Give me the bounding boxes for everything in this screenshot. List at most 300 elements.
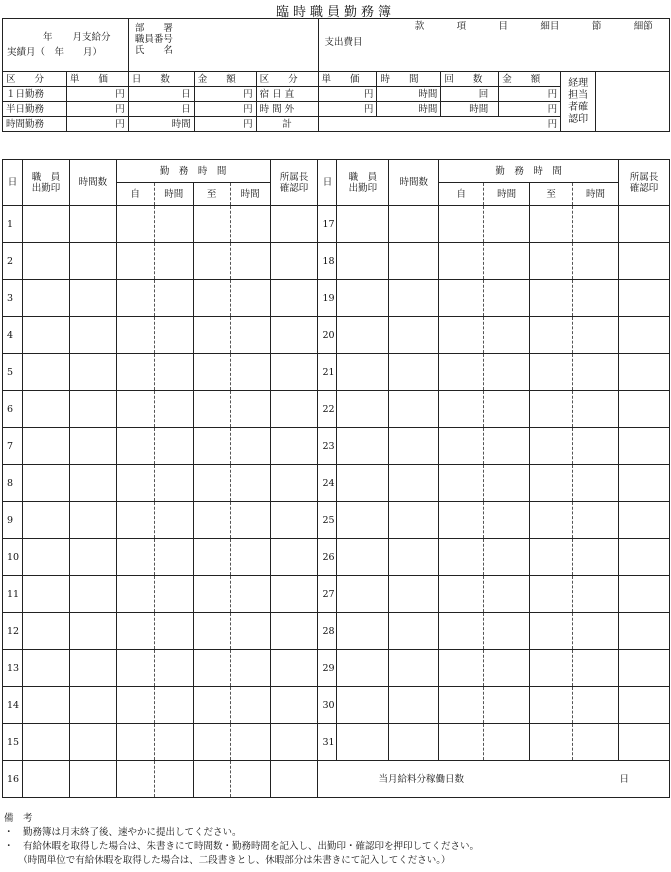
to-cell[interactable] (193, 391, 230, 428)
to-cell[interactable] (193, 613, 230, 650)
hours-cell[interactable] (389, 317, 439, 354)
day-number: 16 (3, 761, 23, 798)
from-time-cell[interactable] (154, 724, 193, 761)
to-cell[interactable] (530, 428, 573, 465)
from-time-cell[interactable] (154, 428, 193, 465)
to-time-cell[interactable] (230, 576, 270, 613)
head-stamp-cell[interactable] (270, 465, 318, 502)
from-time-cell[interactable] (484, 206, 530, 243)
unit-cell[interactable]: 円 (66, 117, 128, 132)
from-cell[interactable] (439, 465, 484, 502)
to-cell[interactable] (193, 428, 230, 465)
staff-stamp-cell[interactable] (22, 354, 69, 391)
to-cell[interactable] (193, 206, 230, 243)
summary-table (2, 18, 670, 132)
from-cell[interactable] (116, 687, 154, 724)
to-time-cell[interactable] (230, 391, 270, 428)
staff-stamp-cell[interactable] (22, 243, 69, 280)
day-number: 18 (318, 243, 337, 280)
to-header: 至 (193, 183, 230, 206)
day-number: 13 (3, 650, 23, 687)
day-number: 29 (318, 650, 337, 687)
from-time-cell[interactable] (154, 280, 193, 317)
staff-stamp-cell[interactable] (22, 465, 69, 502)
staff-stamp-cell[interactable] (337, 613, 389, 650)
from-time-cell[interactable] (484, 650, 530, 687)
table-row (3, 576, 670, 613)
from-cell[interactable] (116, 650, 154, 687)
head-stamp-cell[interactable] (270, 687, 318, 724)
budget-heading-row (318, 19, 669, 34)
hours-cell[interactable] (389, 354, 439, 391)
day-number: 31 (318, 724, 337, 761)
staff-stamp-cell[interactable] (337, 317, 389, 354)
staff-stamp-cell[interactable] (22, 576, 69, 613)
working-days-label: 当月給料分稼働日数 (378, 773, 464, 785)
hours-header: 時間数 (69, 160, 116, 206)
from-cell[interactable] (439, 650, 484, 687)
to-cell[interactable] (193, 465, 230, 502)
hours-cell[interactable] (389, 650, 439, 687)
staff-stamp-cell[interactable] (337, 724, 389, 761)
year-label: 年 (43, 32, 53, 43)
day-number: 12 (3, 613, 23, 650)
head-stamp-cell[interactable] (618, 465, 669, 502)
amount-cell[interactable]: 円 (194, 117, 256, 132)
from-cell[interactable] (439, 539, 484, 576)
day-number: 10 (3, 539, 23, 576)
hours-cell[interactable] (69, 761, 116, 798)
amount-cell[interactable]: 円 (499, 87, 561, 102)
hours-cell[interactable] (389, 465, 439, 502)
from-time-cell[interactable] (154, 354, 193, 391)
hours-cell[interactable] (389, 243, 439, 280)
from-time-cell[interactable] (484, 576, 530, 613)
head-stamp-cell[interactable] (618, 650, 669, 687)
table-row (3, 428, 670, 465)
to-cell[interactable] (193, 280, 230, 317)
to-cell[interactable] (193, 724, 230, 761)
approver-stamp-area[interactable] (596, 72, 670, 132)
to-cell[interactable] (193, 576, 230, 613)
attendance-grid (2, 159, 670, 798)
staff-stamp-cell[interactable] (337, 391, 389, 428)
hours-cell[interactable] (389, 687, 439, 724)
staff-stamp-header: 職 員 出勤印 (22, 160, 69, 206)
head-stamp-cell[interactable] (270, 354, 318, 391)
work-time-header: 勤 務 時 間 (116, 160, 270, 183)
to-cell[interactable] (193, 539, 230, 576)
summary-header: 区 分 (3, 72, 67, 87)
to-cell[interactable] (193, 354, 230, 391)
to-time-cell[interactable] (230, 613, 270, 650)
hours-cell[interactable] (69, 613, 116, 650)
to-time-cell[interactable] (230, 428, 270, 465)
count-cell[interactable]: 日 (128, 87, 194, 102)
from-time-cell[interactable] (484, 317, 530, 354)
staff-stamp-cell[interactable] (22, 650, 69, 687)
hours-cell[interactable] (389, 502, 439, 539)
to-cell[interactable] (530, 206, 573, 243)
from-time-cell[interactable] (154, 539, 193, 576)
to-cell[interactable] (530, 576, 573, 613)
from-cell[interactable] (439, 502, 484, 539)
head-stamp-cell[interactable] (270, 280, 318, 317)
staff-stamp-cell[interactable] (337, 650, 389, 687)
staff-stamp-cell[interactable] (337, 576, 389, 613)
to-cell[interactable] (193, 502, 230, 539)
head-stamp-cell[interactable] (270, 613, 318, 650)
to-time-cell[interactable] (573, 317, 619, 354)
actual-month-label: 実績月（ 年 月） (7, 47, 103, 58)
to-cell[interactable] (193, 650, 230, 687)
times-cell[interactable]: 時間 (441, 102, 499, 117)
from-cell[interactable] (439, 317, 484, 354)
staff-stamp-cell[interactable] (337, 243, 389, 280)
day-number: 21 (318, 354, 337, 391)
head-stamp-cell[interactable] (618, 502, 669, 539)
staff-stamp-cell[interactable] (22, 761, 69, 798)
from-time-cell[interactable] (154, 206, 193, 243)
approver-label: 経理担当者確認印 (568, 77, 589, 125)
to-time-cell[interactable] (573, 428, 619, 465)
hours-cell[interactable] (389, 539, 439, 576)
hours-cell[interactable] (69, 539, 116, 576)
day-number: 28 (318, 613, 337, 650)
document-title: 臨時職員勤務簿 (275, 5, 395, 20)
to-cell[interactable] (193, 687, 230, 724)
time-cell[interactable]: 時間 (377, 87, 441, 102)
to-cell[interactable] (193, 761, 230, 798)
table-row (3, 243, 670, 280)
from-cell[interactable] (116, 539, 154, 576)
day-number: 2 (3, 243, 23, 280)
from-time-cell[interactable] (484, 465, 530, 502)
from-cell[interactable] (116, 354, 154, 391)
from-time-cell[interactable] (484, 243, 530, 280)
count-cell[interactable]: 日 (128, 102, 194, 117)
staff-stamp-cell[interactable] (337, 465, 389, 502)
head-stamp-cell[interactable] (270, 428, 318, 465)
expense-item-label: 支出費目 (324, 37, 363, 48)
to-cell[interactable] (530, 650, 573, 687)
hours-cell[interactable] (389, 576, 439, 613)
to-time-cell[interactable] (230, 724, 270, 761)
day-number: 8 (3, 465, 23, 502)
head-stamp-header: 所属長 確認印 (270, 160, 318, 206)
head-stamp-cell[interactable] (270, 761, 318, 798)
from-time-cell[interactable] (154, 687, 193, 724)
from-time-cell[interactable] (154, 243, 193, 280)
to-cell[interactable] (530, 317, 573, 354)
hours-cell[interactable] (69, 502, 116, 539)
from-header: 自 (439, 183, 484, 206)
summary-header: 金 額 (194, 72, 256, 87)
hours-cell[interactable] (389, 206, 439, 243)
from-cell[interactable] (116, 724, 154, 761)
head-stamp-cell[interactable] (270, 539, 318, 576)
to-time-cell[interactable] (573, 650, 619, 687)
to-time-cell[interactable] (573, 724, 619, 761)
staff-stamp-cell[interactable] (337, 206, 389, 243)
from-cell[interactable] (439, 354, 484, 391)
staff-stamp-cell[interactable] (22, 428, 69, 465)
head-stamp-cell[interactable] (270, 391, 318, 428)
head-stamp-cell[interactable] (618, 280, 669, 317)
head-stamp-cell[interactable] (618, 354, 669, 391)
to-time-cell[interactable] (573, 576, 619, 613)
hours-cell[interactable] (69, 650, 116, 687)
to-cell[interactable] (530, 280, 573, 317)
row-label: 時間勤務 (3, 117, 67, 132)
unit-cell[interactable]: 円 (66, 87, 128, 102)
head-stamp-cell[interactable] (270, 317, 318, 354)
from-cell[interactable] (116, 317, 154, 354)
from-cell[interactable] (116, 243, 154, 280)
from-cell[interactable] (116, 613, 154, 650)
from-time-cell[interactable] (484, 539, 530, 576)
from-time-cell[interactable] (484, 613, 530, 650)
to-time-cell[interactable] (573, 354, 619, 391)
times-cell[interactable]: 回 (441, 87, 499, 102)
head-stamp-cell[interactable] (270, 206, 318, 243)
from-time-cell[interactable] (484, 724, 530, 761)
summary-header: 回 数 (441, 72, 499, 87)
from-time-cell[interactable] (154, 650, 193, 687)
from-time-cell[interactable] (154, 391, 193, 428)
head-stamp-cell[interactable] (618, 317, 669, 354)
from-time-cell[interactable] (154, 317, 193, 354)
hours-cell[interactable] (69, 243, 116, 280)
from-cell[interactable] (439, 613, 484, 650)
unit-cell[interactable]: 円 (66, 102, 128, 117)
from-cell[interactable] (439, 206, 484, 243)
from-time-cell[interactable] (484, 391, 530, 428)
hours-cell[interactable] (69, 428, 116, 465)
to-cell[interactable] (193, 243, 230, 280)
to-time-cell[interactable] (230, 206, 270, 243)
time-cell[interactable]: 時間 (377, 102, 441, 117)
to-cell[interactable] (530, 724, 573, 761)
budget-col: 項 (456, 20, 467, 32)
to-cell[interactable] (530, 539, 573, 576)
staff-stamp-cell[interactable] (22, 502, 69, 539)
head-stamp-cell[interactable] (270, 576, 318, 613)
from-time-cell[interactable] (484, 280, 530, 317)
table-row (3, 724, 670, 761)
from-time-cell[interactable] (154, 576, 193, 613)
working-days-cell[interactable] (318, 761, 670, 798)
to-time-cell[interactable] (573, 687, 619, 724)
hours-cell[interactable] (389, 724, 439, 761)
amount-cell[interactable]: 円 (499, 102, 561, 117)
hours-cell[interactable] (389, 391, 439, 428)
staff-stamp-cell[interactable] (22, 206, 69, 243)
head-stamp-cell[interactable] (270, 650, 318, 687)
staff-stamp-cell[interactable] (22, 687, 69, 724)
to-time-cell[interactable] (230, 502, 270, 539)
summary-header: 金 額 (499, 72, 561, 87)
staff-stamp-cell[interactable] (337, 354, 389, 391)
hours-cell[interactable] (69, 354, 116, 391)
hours-cell[interactable] (389, 280, 439, 317)
head-stamp-cell[interactable] (618, 206, 669, 243)
hours-cell[interactable] (69, 724, 116, 761)
to-time-cell[interactable] (573, 465, 619, 502)
from-cell[interactable] (439, 243, 484, 280)
staff-stamp-cell[interactable] (337, 280, 389, 317)
to-time-cell[interactable] (230, 354, 270, 391)
to-time-cell[interactable] (573, 391, 619, 428)
head-stamp-cell[interactable] (270, 502, 318, 539)
summary-header: 日 数 (128, 72, 194, 87)
from-cell[interactable] (116, 576, 154, 613)
row-label: １日勤務 (3, 87, 67, 102)
table-row (3, 206, 670, 243)
from-time-cell[interactable] (154, 465, 193, 502)
from-cell[interactable] (439, 724, 484, 761)
hours-cell[interactable] (389, 428, 439, 465)
to-time-cell[interactable] (573, 539, 619, 576)
day-header: 日 (3, 160, 23, 206)
hours-cell[interactable] (69, 687, 116, 724)
from-cell[interactable] (439, 280, 484, 317)
table-row (3, 354, 670, 391)
from-cell[interactable] (116, 206, 154, 243)
hours-cell[interactable] (69, 317, 116, 354)
to-time-cell[interactable] (230, 317, 270, 354)
hours-cell[interactable] (69, 465, 116, 502)
work-time-header: 勤 務 時 間 (439, 160, 619, 183)
staff-stamp-cell[interactable] (22, 724, 69, 761)
staff-no-label: 職員番号 (134, 34, 173, 45)
row-label: 時 間 外 (256, 102, 318, 117)
hours-cell[interactable] (389, 613, 439, 650)
from-time-cell[interactable] (154, 761, 193, 798)
count-cell[interactable]: 時間 (128, 117, 194, 132)
head-stamp-cell[interactable] (270, 724, 318, 761)
from-cell[interactable] (116, 391, 154, 428)
head-stamp-cell[interactable] (618, 724, 669, 761)
hours-cell[interactable] (69, 280, 116, 317)
hours-cell[interactable] (69, 576, 116, 613)
from-cell[interactable] (439, 687, 484, 724)
staff-stamp-header: 職 員 出勤印 (337, 160, 389, 206)
from-cell[interactable] (116, 280, 154, 317)
to-time-cell[interactable] (230, 465, 270, 502)
to-time-cell[interactable] (230, 650, 270, 687)
unit-cell[interactable]: 円 (318, 102, 377, 117)
from-cell[interactable] (439, 391, 484, 428)
to-cell[interactable] (530, 354, 573, 391)
to-cell[interactable] (530, 391, 573, 428)
to-time-cell[interactable] (230, 280, 270, 317)
total-amount-cell[interactable]: 円 (318, 117, 561, 132)
to-time-cell[interactable] (230, 539, 270, 576)
to-time-cell[interactable] (230, 687, 270, 724)
from-cell[interactable] (116, 502, 154, 539)
head-stamp-header: 所属長 確認印 (618, 160, 669, 206)
from-time-cell[interactable] (154, 613, 193, 650)
staff-stamp-cell[interactable] (337, 502, 389, 539)
to-time-cell[interactable] (573, 206, 619, 243)
approver-cell (561, 72, 596, 132)
hours-cell[interactable] (69, 206, 116, 243)
head-stamp-cell[interactable] (618, 687, 669, 724)
table-row (3, 465, 670, 502)
staff-stamp-cell[interactable] (22, 539, 69, 576)
day-number: 17 (318, 206, 337, 243)
from-cell[interactable] (116, 761, 154, 798)
head-stamp-cell[interactable] (618, 391, 669, 428)
to-cell[interactable] (530, 243, 573, 280)
to-time-cell[interactable] (573, 243, 619, 280)
to-time-cell[interactable] (573, 613, 619, 650)
day-number: 19 (318, 280, 337, 317)
head-stamp-cell[interactable] (618, 576, 669, 613)
day-number: 23 (318, 428, 337, 465)
to-time-header: 時間 (230, 183, 270, 206)
staff-stamp-cell[interactable] (22, 613, 69, 650)
table-row (3, 502, 670, 539)
staff-stamp-cell[interactable] (337, 428, 389, 465)
from-cell[interactable] (439, 428, 484, 465)
from-time-cell[interactable] (484, 428, 530, 465)
to-time-cell[interactable] (230, 243, 270, 280)
from-cell[interactable] (116, 465, 154, 502)
to-time-cell[interactable] (573, 280, 619, 317)
notes-heading: 備 考 (4, 813, 33, 824)
from-cell[interactable] (439, 576, 484, 613)
from-time-cell[interactable] (484, 687, 530, 724)
hours-cell[interactable] (69, 391, 116, 428)
amount-cell[interactable]: 円 (194, 102, 256, 117)
notes-section (4, 812, 479, 868)
staff-stamp-cell[interactable] (22, 280, 69, 317)
to-cell[interactable] (193, 317, 230, 354)
day-number: 6 (3, 391, 23, 428)
head-stamp-cell[interactable] (618, 428, 669, 465)
from-time-cell[interactable] (484, 354, 530, 391)
from-time-header: 時間 (484, 183, 530, 206)
day-number: 15 (3, 724, 23, 761)
unit-cell[interactable]: 円 (318, 87, 377, 102)
from-cell[interactable] (116, 428, 154, 465)
to-time-cell[interactable] (573, 502, 619, 539)
head-stamp-cell[interactable] (618, 243, 669, 280)
table-row (3, 280, 670, 317)
head-stamp-cell[interactable] (270, 243, 318, 280)
staff-stamp-cell[interactable] (22, 391, 69, 428)
day-number: 25 (318, 502, 337, 539)
dept-label: 部 署 (134, 23, 173, 34)
amount-cell[interactable]: 円 (194, 87, 256, 102)
day-number: 3 (3, 280, 23, 317)
from-time-cell[interactable] (154, 502, 193, 539)
head-stamp-cell[interactable] (618, 539, 669, 576)
to-cell[interactable] (530, 502, 573, 539)
to-cell[interactable] (530, 613, 573, 650)
from-time-cell[interactable] (484, 502, 530, 539)
to-cell[interactable] (530, 465, 573, 502)
staff-stamp-cell[interactable] (22, 317, 69, 354)
head-stamp-cell[interactable] (618, 613, 669, 650)
staff-stamp-cell[interactable] (337, 687, 389, 724)
to-time-cell[interactable] (230, 761, 270, 798)
note-line: ・ 勤務簿は月末終了後、速やかに提出してください。 (4, 827, 242, 838)
staff-stamp-cell[interactable] (337, 539, 389, 576)
to-cell[interactable] (530, 687, 573, 724)
